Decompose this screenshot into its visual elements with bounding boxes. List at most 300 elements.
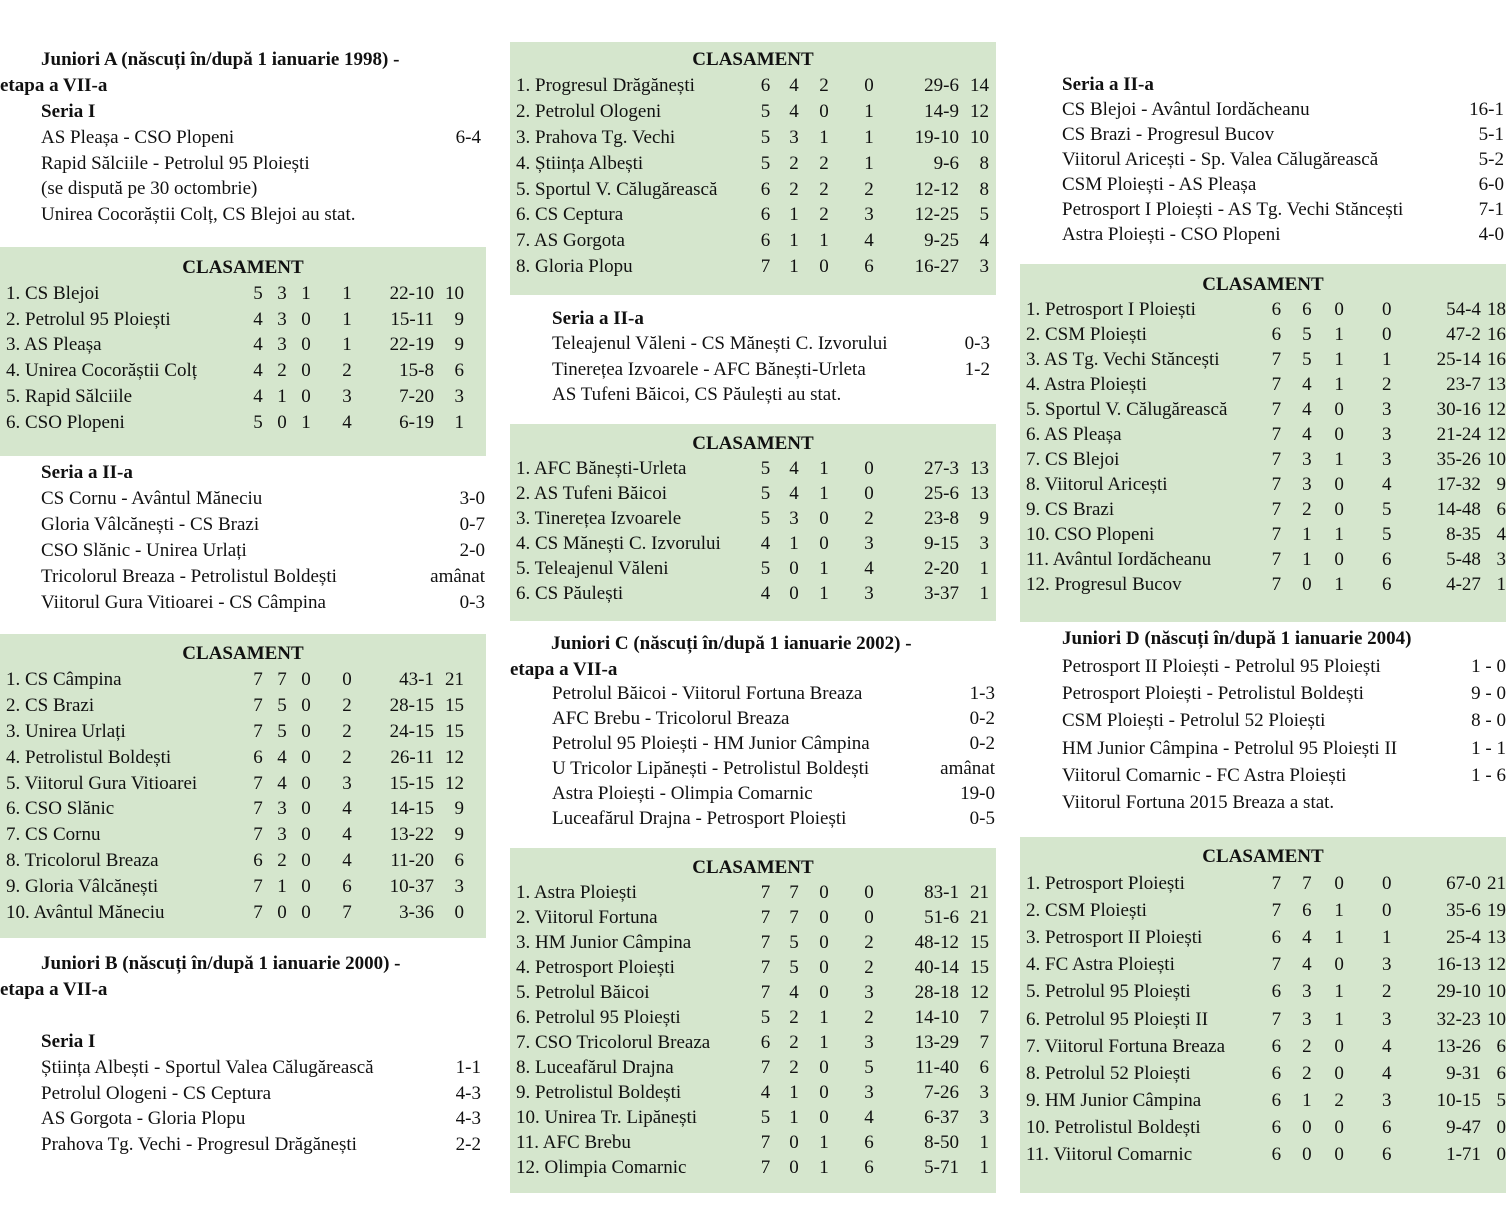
match-teams: Petrolul Băicoi - Viitorul Fortuna Breaza [552, 683, 863, 704]
match-teams: AS Pleașa - CSO Plopeni [41, 127, 235, 148]
standings-e: 0 [301, 385, 311, 407]
standings-team: 8. Gloria Plopu [516, 256, 633, 278]
standings-i: 2 [864, 957, 874, 978]
standings-e: 0 [819, 907, 829, 928]
standings-e: 1 [819, 230, 829, 252]
standings-j: 6 [760, 230, 771, 252]
standings-j: 7 [1271, 873, 1282, 895]
standings-i: 3 [864, 583, 874, 604]
standings-p: 8 [979, 178, 989, 200]
standings-gol: 35-26 [1436, 449, 1481, 470]
standings-title: CLASAMENT [182, 257, 304, 278]
standings-v: 4 [1302, 424, 1312, 445]
standings-e: 0 [301, 746, 311, 768]
standings-i: 2 [864, 932, 874, 953]
standings-team: 5. Teleajenul Văleni [516, 558, 669, 579]
match-row [552, 731, 995, 756]
standings-p: 7 [979, 1007, 989, 1028]
juniori-d-notes [1062, 789, 1506, 816]
match-teams: Luceafărul Drajna - Petrosport Ploiești [552, 808, 847, 829]
standings-i: 3 [864, 1082, 874, 1103]
match-result: amânat [430, 566, 485, 587]
standings-v: 5 [1302, 349, 1312, 370]
standings-v: 4 [1302, 399, 1312, 420]
juniori-b-seria2-standings [510, 424, 996, 621]
standings-e: 0 [819, 1057, 829, 1078]
standings-p: 13 [970, 483, 989, 504]
standings-p: 3 [979, 533, 989, 554]
match-teams: Prahova Tg. Vechi - Progresul Drăgănești [41, 1133, 357, 1155]
standings-i: 2 [1381, 374, 1392, 395]
standings-j: 7 [1271, 954, 1282, 976]
match-teams: Rapid Sălciile - Petrolul 95 Ploiești [41, 152, 310, 174]
standings-j: 6 [1271, 1144, 1282, 1166]
standings-e: 0 [301, 902, 311, 924]
standings-gol: 27-3 [924, 458, 959, 479]
standings-p: 18 [1487, 299, 1506, 320]
standings-p: 1 [979, 1132, 989, 1153]
standings-p: 3 [979, 1107, 989, 1128]
standings-i: 6 [864, 256, 874, 278]
standings-row [0, 874, 486, 900]
standings-j: 6 [1271, 1116, 1282, 1138]
standings-p: 8 [979, 152, 989, 174]
standings-i: 5 [1381, 499, 1392, 520]
note-text: Unirea Cocorăștii Colț, CS Blejoi au stat. [41, 203, 356, 225]
standings-v: 3 [277, 798, 287, 820]
standings-v: 4 [789, 74, 799, 96]
standings-e: 0 [1334, 873, 1344, 895]
standings-p: 10 [445, 282, 464, 304]
match-row [41, 1132, 481, 1158]
standings-row [510, 930, 996, 955]
standings-v: 1 [789, 533, 799, 554]
standings-gol: 9-31 [1446, 1062, 1481, 1084]
standings-i: 2 [864, 508, 874, 529]
standings-row [1020, 322, 1506, 347]
standings-row [0, 307, 486, 333]
standings-gol: 9-47 [1446, 1116, 1481, 1138]
standings-gol: 12-12 [914, 178, 959, 200]
standings-j: 6 [760, 74, 771, 96]
standings-v: 2 [789, 1007, 799, 1028]
standings-j: 7 [760, 1157, 771, 1178]
match-row [552, 357, 990, 383]
standings-team: 2. CSM Ploiești [1026, 900, 1147, 922]
standings-gol: 13-26 [1436, 1035, 1481, 1057]
standings-gol: 26-11 [390, 746, 434, 768]
standings-e: 2 [819, 152, 829, 174]
match-teams: Petrolul Ologeni - CS Ceptura [41, 1082, 272, 1104]
match-row [1062, 653, 1506, 680]
standings-team: 10. CSO Plopeni [1026, 524, 1155, 545]
standings-gol: 17-32 [1436, 474, 1481, 495]
standings-gol: 14-48 [1436, 499, 1481, 520]
standings-e: 0 [1334, 549, 1344, 570]
standings-j: 6 [1271, 981, 1282, 1003]
standings-p: 5 [979, 204, 989, 226]
standings-e: 0 [819, 1082, 829, 1103]
juniori-b-seria2-title: Seria a II-a [552, 308, 644, 329]
standings-team: 3. HM Junior Câmpina [516, 932, 692, 953]
match-teams: Astra Ploiești - Olimpia Comarnic [552, 783, 813, 804]
standings-team: 11. Viitorul Comarnic [1026, 1144, 1193, 1166]
match-teams: CS Brazi - Progresul Bucov [1062, 124, 1275, 145]
standings-gol: 7-20 [399, 385, 434, 407]
standings-p: 0 [454, 902, 464, 924]
standings-j: 6 [1271, 324, 1282, 345]
standings-team: 5. Petrolul 95 Ploiești [1026, 981, 1191, 1003]
standings-e: 1 [819, 1007, 829, 1028]
standings-i: 2 [864, 1007, 874, 1028]
note-text: (se dispută pe 30 octombrie) [41, 178, 258, 199]
standings-team: 6. CS Păulești [516, 583, 624, 604]
standings-team: 9. HM Junior Câmpina [1026, 1089, 1202, 1111]
standings-team: 7. CS Cornu [6, 824, 101, 846]
standings-gol: 47-2 [1446, 324, 1481, 345]
juniori-b-heading [0, 951, 486, 1003]
match-row [41, 512, 485, 538]
standings-v: 0 [277, 411, 287, 433]
juniori-b-seria1-matches [41, 1055, 481, 1157]
standings-row [1020, 572, 1506, 597]
juniori-a-seria2b-matches [1062, 97, 1504, 247]
standings-team: 3. Unirea Urlați [6, 720, 126, 742]
standings-team: 9. CS Brazi [1026, 499, 1115, 520]
standings-j: 5 [760, 1007, 771, 1028]
standings-p: 5 [1496, 1089, 1506, 1111]
standings-team: 8. Viitorul Aricești [1026, 474, 1168, 495]
standings-e: 2 [819, 178, 829, 200]
standings-p: 6 [979, 1057, 989, 1078]
match-row [552, 781, 995, 806]
standings-e: 1 [1334, 449, 1344, 470]
standings-i: 4 [1381, 1035, 1392, 1057]
standings-i: 2 [864, 178, 874, 200]
match-result: 0-2 [969, 708, 995, 729]
standings-p: 0 [1496, 1144, 1506, 1166]
standings-p: 15 [445, 694, 464, 716]
standings-j: 6 [1271, 299, 1282, 320]
standings-p: 4 [1496, 524, 1506, 545]
standings-e: 0 [819, 1107, 829, 1128]
standings-gol: 43-1 [399, 668, 434, 690]
standings-p: 12 [970, 982, 989, 1003]
standings-gol: 67-0 [1446, 873, 1481, 895]
standings-i: 3 [864, 204, 874, 226]
standings-gol: 7-26 [924, 1082, 959, 1103]
standings-gol: 11-40 [915, 1057, 959, 1078]
standings-team: 3. Petrosport II Ploiești [1026, 927, 1203, 949]
standings-row [0, 332, 486, 358]
standings-i: 0 [864, 74, 874, 96]
standings-p: 12 [970, 100, 989, 122]
standings-j: 4 [760, 583, 771, 604]
standings-row [510, 1055, 996, 1080]
match-result: 4-3 [455, 1108, 481, 1130]
standings-row [1020, 347, 1506, 372]
standings-i: 2 [342, 360, 352, 382]
match-result: 7-1 [1478, 199, 1504, 220]
standings-e: 1 [819, 583, 829, 604]
standings-e: 0 [819, 882, 829, 903]
standings-v: 2 [1302, 1035, 1312, 1057]
standings-v: 2 [789, 152, 799, 174]
standings-gol: 15-15 [389, 772, 434, 794]
standings-p: 12 [445, 746, 464, 768]
standings-e: 0 [301, 308, 311, 330]
match-result: 0-5 [969, 808, 995, 829]
standings-row [0, 719, 486, 745]
standings-team: 4. Petrolistul Boldești [6, 746, 172, 768]
standings-j: 7 [253, 694, 263, 716]
standings-row [0, 771, 486, 797]
standings-row [0, 384, 486, 410]
standings-e: 0 [1334, 474, 1344, 495]
standings-e: 0 [819, 957, 829, 978]
standings-i: 1 [864, 100, 874, 122]
standings-j: 6 [760, 1032, 771, 1053]
standings-gol: 24-15 [389, 720, 434, 742]
standings-p: 12 [1487, 954, 1506, 976]
standings-p: 4 [979, 230, 989, 252]
match-result: 8 - 0 [1471, 710, 1506, 732]
standings-team: 8. Luceafărul Drajna [516, 1057, 674, 1078]
standings-p: 21 [445, 668, 464, 690]
standings-team: 1. Petrosport I Ploiești [1026, 299, 1196, 320]
standings-j: 7 [253, 720, 263, 742]
standings-team: 8. Tricolorul Breaza [6, 850, 159, 872]
standings-e: 1 [819, 1032, 829, 1053]
standings-gol: 12-25 [914, 204, 959, 226]
standings-p: 12 [445, 772, 464, 794]
standings-v: 0 [1302, 1144, 1312, 1166]
standings-v: 1 [789, 1107, 799, 1128]
standings-team: 6. Petrolul 95 Ploiești [516, 1007, 681, 1028]
standings-gol: 25-4 [1446, 927, 1481, 949]
standings-e: 0 [301, 360, 311, 382]
standings-j: 7 [1271, 474, 1282, 495]
match-result: 6-4 [455, 127, 481, 148]
standings-i: 4 [864, 1107, 874, 1128]
standings-i: 2 [342, 720, 352, 742]
standings-team: 11. Avântul Iordăcheanu [1026, 549, 1212, 570]
standings-i: 6 [1381, 1116, 1392, 1138]
standings-i: 3 [1381, 424, 1392, 445]
standings-p: 12 [1487, 399, 1506, 420]
standings-i: 3 [1381, 954, 1392, 976]
match-result: 0-7 [459, 514, 485, 535]
standings-row [510, 254, 996, 280]
standings-v: 2 [1302, 499, 1312, 520]
standings-row [510, 177, 996, 203]
standings-gol: 16-13 [1436, 954, 1481, 976]
standings-p: 15 [970, 957, 989, 978]
standings-gol: 3-37 [924, 583, 959, 604]
standings-j: 7 [253, 876, 263, 898]
standings-j: 4 [253, 385, 263, 407]
standings-i: 2 [1381, 981, 1392, 1003]
standings-p: 15 [445, 720, 464, 742]
standings-j: 7 [760, 907, 771, 928]
standings-v: 6 [1302, 299, 1312, 320]
juniori-b-seria1-standings [510, 42, 996, 295]
juniori-a-seria2b-title: Seria a II-a [1062, 74, 1154, 95]
standings-row [510, 151, 996, 177]
standings-j: 7 [760, 982, 771, 1003]
match-row [1062, 222, 1504, 247]
juniori-a-seria1-matches [41, 125, 481, 176]
juniori-b-seria2-notes [552, 382, 990, 408]
standings-v: 4 [277, 746, 287, 768]
standings-team: 10. Unirea Tr. Lipănești [516, 1107, 698, 1128]
standings-row [510, 1030, 996, 1055]
standings-v: 5 [1302, 324, 1312, 345]
standings-team: 9. Gloria Vâlcănești [6, 876, 159, 898]
standings-team: 5. Viitorul Gura Vitioarei [6, 772, 198, 794]
standings-e: 1 [1334, 524, 1344, 545]
standings-e: 0 [1334, 954, 1344, 976]
standings-i: 4 [1381, 474, 1392, 495]
standings-e: 0 [1334, 399, 1344, 420]
standings-v: 3 [277, 308, 287, 330]
match-teams: CSM Ploiești - AS Pleașa [1062, 174, 1257, 195]
standings-row [1020, 870, 1506, 897]
standings-e: 0 [1334, 1116, 1344, 1138]
match-result: amânat [940, 758, 995, 779]
standings-i: 1 [1381, 927, 1392, 949]
standings-j: 7 [1271, 549, 1282, 570]
standings-gol: 28-18 [914, 982, 959, 1003]
standings-team: 6. CSO Slănic [6, 798, 115, 820]
match-row [41, 1055, 481, 1081]
match-result: 16-1 [1469, 99, 1504, 120]
standings-i: 5 [1381, 524, 1392, 545]
standings-e: 2 [819, 204, 829, 226]
match-result: 0-3 [459, 592, 485, 613]
juniori-d-standings [1020, 837, 1506, 1193]
standings-team: 12. Olimpia Comarnic [516, 1157, 687, 1178]
standings-gol: 9-6 [933, 152, 959, 174]
standings-v: 3 [789, 508, 799, 529]
standings-v: 4 [789, 458, 799, 479]
standings-i: 3 [864, 982, 874, 1003]
match-teams: Petrosport Ploiești - Petrolistul Boldești [1062, 683, 1364, 705]
standings-v: 6 [1302, 900, 1312, 922]
standings-gol: 6-37 [924, 1107, 959, 1128]
standings-row [510, 1105, 996, 1130]
standings-team: 5. Petrolul Băicoi [516, 982, 650, 1003]
standings-gol: 4-27 [1446, 574, 1481, 595]
standings-gol: 83-1 [924, 882, 959, 903]
standings-row [510, 73, 996, 99]
standings-p: 7 [979, 1032, 989, 1053]
standings-i: 4 [342, 850, 352, 872]
match-teams: CS Cornu - Avântul Măneciu [41, 488, 263, 509]
standings-p: 3 [454, 876, 464, 898]
standings-v: 7 [1302, 873, 1312, 895]
standings-v: 2 [789, 1032, 799, 1053]
standings-i: 6 [342, 876, 352, 898]
standings-row [510, 531, 996, 556]
standings-p: 10 [1487, 981, 1506, 1003]
standings-j: 7 [1271, 900, 1282, 922]
standings-p: 16 [1487, 349, 1506, 370]
standings-p: 10 [1487, 1008, 1506, 1030]
standings-gol: 22-19 [389, 334, 434, 356]
standings-gol: 2-20 [924, 558, 959, 579]
standings-gol: 14-9 [924, 100, 959, 122]
standings-v: 3 [277, 282, 287, 304]
standings-i: 3 [1381, 1008, 1392, 1030]
match-teams: Viitorul Aricești - Sp. Valea Călugărească [1062, 149, 1379, 170]
standings-team: 2. AS Tufeni Băicoi [516, 483, 667, 504]
standings-j: 7 [1271, 349, 1282, 370]
standings-team: 10. Avântul Măneciu [6, 902, 165, 924]
standings-i: 3 [864, 1032, 874, 1053]
juniori-b-seria2-matches [552, 331, 990, 382]
standings-team: 3. AS Pleașa [6, 334, 102, 356]
standings-v: 0 [1302, 1116, 1312, 1138]
juniori-b-heading-line2: etapa a VII-a [0, 979, 108, 1000]
standings-row [1020, 951, 1506, 978]
standings-e: 1 [301, 411, 311, 433]
standings-v: 0 [789, 583, 799, 604]
standings-i: 3 [864, 533, 874, 554]
match-result: 1 - 6 [1471, 764, 1506, 786]
standings-p: 1 [454, 411, 464, 433]
standings-team: 2. CSM Ploiești [1026, 324, 1147, 345]
standings-row [1020, 397, 1506, 422]
standings-p: 1 [979, 558, 989, 579]
standings-e: 2 [1334, 1089, 1344, 1111]
standings-e: 1 [819, 1132, 829, 1153]
standings-team: 10. Petrolistul Boldești [1026, 1116, 1201, 1138]
match-row [41, 538, 485, 564]
standings-gol: 9-25 [924, 230, 959, 252]
standings-i: 1 [864, 152, 874, 174]
standings-row [1020, 497, 1506, 522]
match-teams: Știința Albești - Sportul Valea Călugărească [41, 1057, 374, 1078]
match-row [1062, 762, 1506, 789]
standings-team: 12. Progresul Bucov [1026, 574, 1182, 595]
standings-p: 21 [1487, 873, 1506, 895]
standings-j: 7 [760, 1132, 771, 1153]
standings-gol: 1-71 [1446, 1144, 1481, 1166]
standings-row [1020, 1060, 1506, 1087]
standings-team: 1. CS Blejoi [6, 282, 100, 304]
standings-gol: 13-29 [914, 1032, 959, 1053]
standings-row [510, 1080, 996, 1105]
standings-v: 1 [789, 1082, 799, 1103]
standings-i: 0 [864, 907, 874, 928]
standings-row [1020, 978, 1506, 1005]
standings-p: 6 [1496, 1062, 1506, 1084]
standings-row [1020, 1033, 1506, 1060]
standings-j: 5 [760, 100, 771, 122]
match-result: 9 - 0 [1471, 683, 1506, 705]
match-row [1062, 680, 1506, 707]
match-teams: CSO Slănic - Unirea Urlați [41, 540, 247, 561]
standings-team: 5. Sportul V. Călugărească [516, 178, 718, 200]
match-result: 3-0 [459, 488, 485, 509]
standings-j: 7 [760, 882, 771, 903]
standings-v: 0 [789, 1132, 799, 1153]
match-row [41, 564, 485, 590]
standings-v: 3 [277, 824, 287, 846]
standings-row [1020, 1114, 1506, 1141]
standings-j: 6 [1271, 1035, 1282, 1057]
